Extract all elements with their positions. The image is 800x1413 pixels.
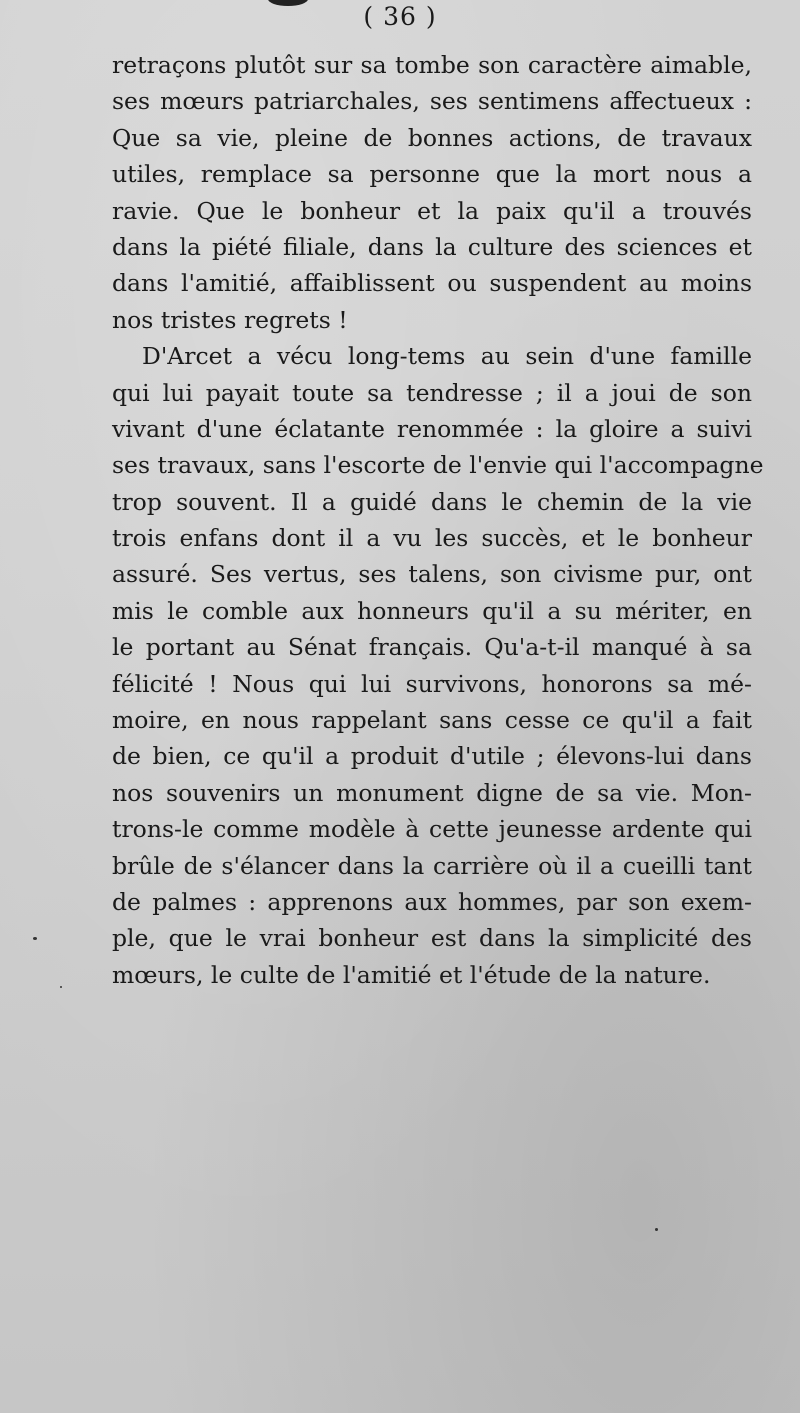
text-line: de palmes : apprenons aux hommes, par son exem- <box>112 887 752 916</box>
paper-speck <box>655 1228 658 1231</box>
text-line: dans l'amitié, affaiblissent ou suspendent au moins <box>112 269 752 298</box>
page-number: ( 36 ) <box>363 2 437 31</box>
text-line: assuré. Ses vertus, ses talens, son civisme pur, ont <box>112 560 752 589</box>
text-line: ravie. Que le bonheur et la paix qu'il a trouvés <box>112 196 752 225</box>
text-line: ses travaux, sans l'escorte de l'envie qui l'accompagne <box>112 451 764 480</box>
text-line: brûle de s'élancer dans la carrière où il a cueilli tant <box>112 851 752 880</box>
text-line: utiles, remplace sa personne que la mort nous a <box>112 160 752 189</box>
text-line: D'Arcet a vécu long-tems au sein d'une famille <box>142 342 752 371</box>
text-line: ple, que le vrai bonheur est dans la simplicité des <box>112 924 752 953</box>
text-line: qui lui payait toute sa tendresse ; il a joui de son <box>112 378 752 407</box>
text-line: trons-le comme modèle à cette jeunesse ardente qui <box>112 815 752 844</box>
text-line: nos souvenirs un monument digne de sa vie. Mon- <box>112 778 752 807</box>
text-line: Que sa vie, pleine de bonnes actions, de travaux <box>112 123 752 152</box>
text-line: trop souvent. Il a guidé dans le chemin de la vie <box>112 487 752 516</box>
text-line: vivant d'une éclatante renommée : la gloire a suivi <box>112 414 752 443</box>
text-line: trois enfans dont il a vu les succès, et le bonheur <box>112 524 752 553</box>
text-line: nos tristes regrets ! <box>112 305 348 334</box>
paper-speck <box>33 937 37 940</box>
text-line: mis le comble aux honneurs qu'il a su mériter, en <box>112 596 752 625</box>
body-text <box>112 47 764 993</box>
text-line: retraçons plutôt sur sa tombe son caractère aimable, <box>112 51 752 79</box>
text-line: de bien, ce qu'il a produit d'utile ; élevons-lui dans <box>112 742 752 771</box>
text-line: ses mœurs patriarchales, ses sentimens affectueux : <box>112 87 752 116</box>
text-line: moire, en nous rappelant sans cesse ce qu'il a fait <box>112 706 752 735</box>
text-line: dans la piété filiale, dans la culture des sciences et <box>112 232 752 261</box>
text-line: mœurs, le culte de l'amitié et l'étude de la nature. <box>112 960 711 989</box>
paper-speck <box>60 986 62 988</box>
text-line: félicité ! Nous qui lui survivons, honorons sa mé- <box>112 669 752 698</box>
text-line: le portant au Sénat français. Qu'a-t-il manqué à sa <box>112 633 752 662</box>
